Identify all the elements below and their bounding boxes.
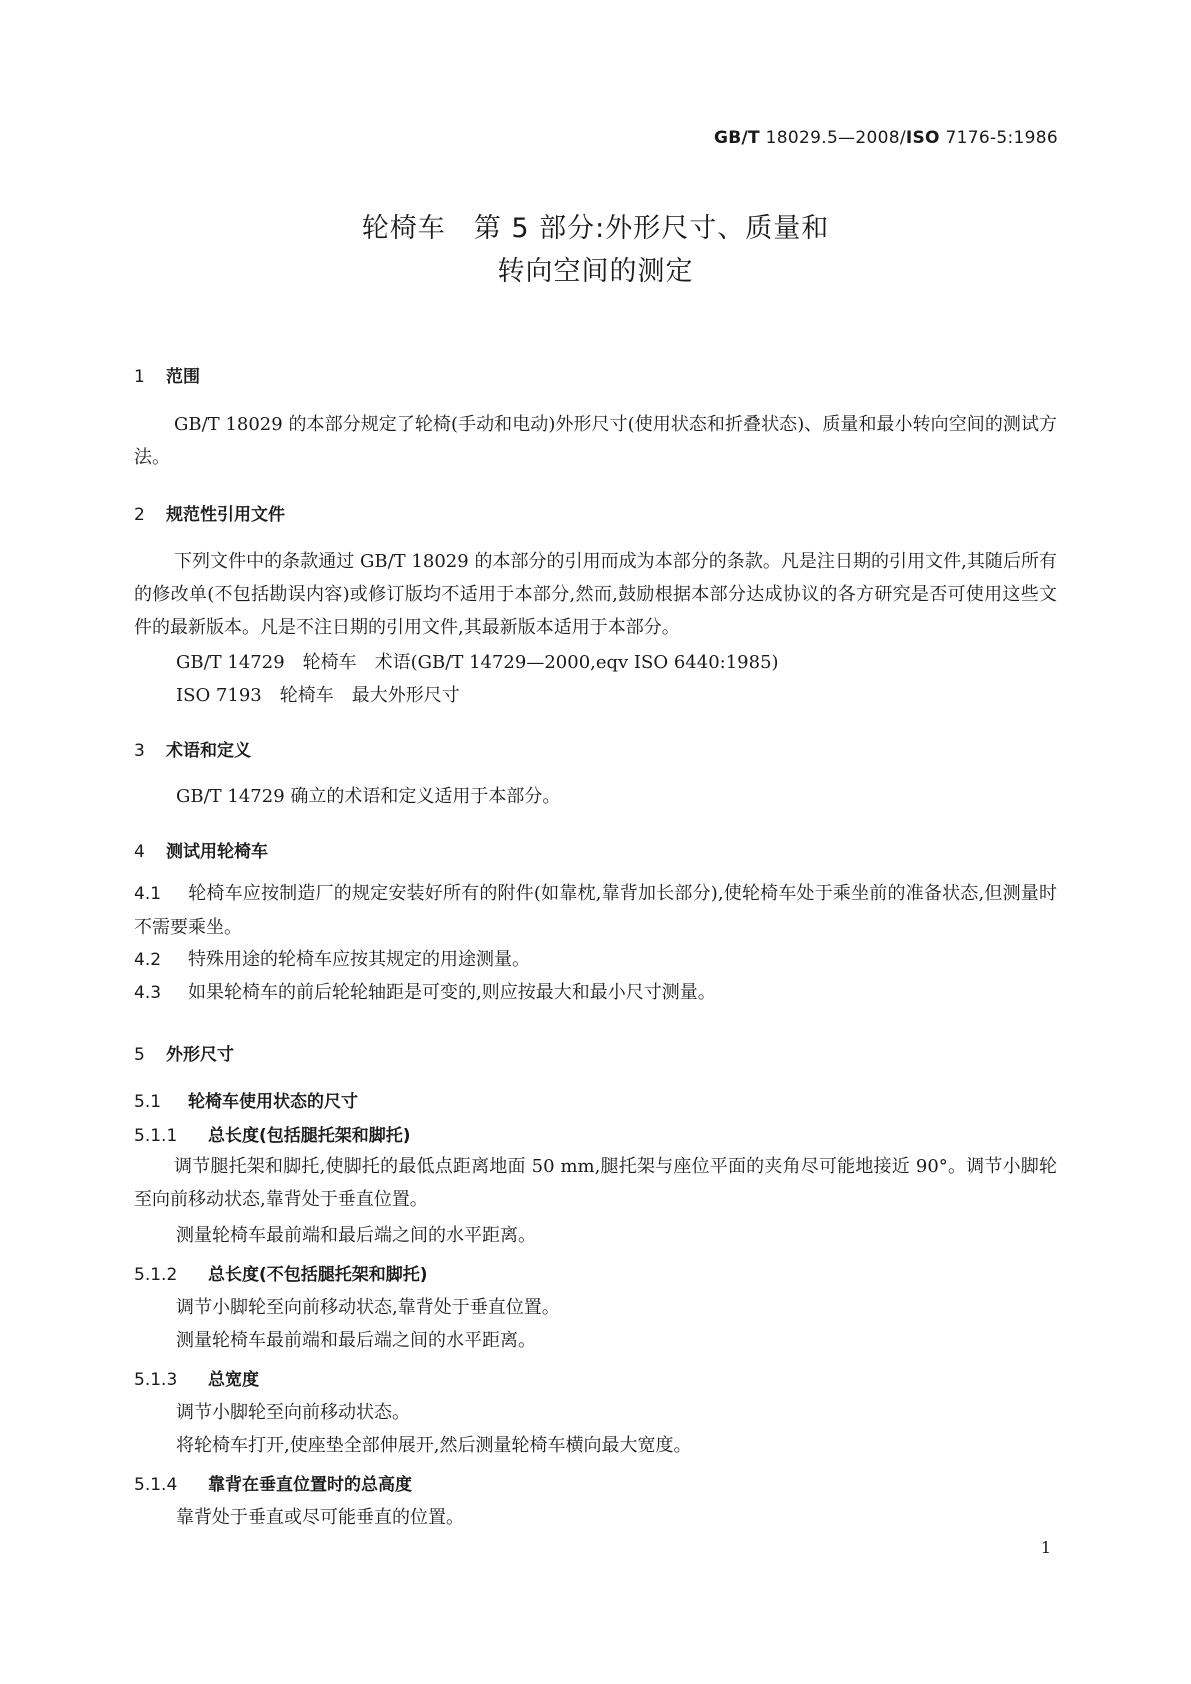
section-5-1-1-text1: 调节腿托架和脚托,使脚托的最低点距离地面 50 mm,腿托架与座位平面的夹角尽可能地接近 90°。调节小脚轮至向前移动状态,靠背处于垂直位置。 — [134, 1156, 1057, 1210]
section-5-1-1-text2: 测量轮椅车最前端和最后端之间的水平距离。 — [176, 1225, 536, 1246]
section-1-heading: 1 范围 — [134, 367, 200, 387]
document-title-line2: 转向空间的测定 — [497, 256, 694, 287]
section-5-1-2-text1: 调节小脚轮至向前移动状态,靠背处于垂直位置。 — [176, 1297, 560, 1318]
section-5-1-4-heading: 5.1.4 靠背在垂直位置时的总高度 — [134, 1475, 412, 1495]
item-4-3: 4.3 如果轮椅车的前后轮轮轴距是可变的,则应按最大和最小尺寸测量。 — [134, 982, 716, 1003]
section-4-heading: 4 测试用轮椅车 — [134, 842, 268, 862]
section-2-heading: 2 规范性引用文件 — [134, 505, 285, 525]
section-5-1-2-heading: 5.1.2 总长度(不包括腿托架和脚托) — [134, 1265, 428, 1285]
section-5-1-4-text1: 靠背处于垂直或尽可能垂直的位置。 — [176, 1507, 464, 1528]
section-3-text: GB/T 14729 确立的术语和定义适用于本部分。 — [176, 786, 561, 807]
item-4-2: 4.2 特殊用途的轮椅车应按其规定的用途测量。 — [134, 949, 530, 970]
section-5-1-3-text1: 调节小脚轮至向前移动状态。 — [176, 1402, 410, 1423]
document-title-line1: 轮椅车 第 5 部分:外形尺寸、质量和 — [361, 213, 830, 244]
section-5-1-2-text2: 测量轮椅车最前端和最后端之间的水平距离。 — [176, 1330, 536, 1351]
reference-2: ISO 7193 轮椅车 最大外形尺寸 — [176, 685, 460, 706]
section-2-text: 下列文件中的条款通过 GB/T 18029 的本部分的引用而成为本部分的条款。凡是注日期的引用文件,其随后所有的修改单(不包括勘误内容)或修订版均不适用于本部分,然而,鼓励根据本部分达成协议的各方研究是否可使用这些文件的最新版本。凡是不注日期的引用文件,其最新版本适用于本部分。 — [134, 551, 1057, 638]
section-5-1-heading: 5.1 轮椅车使用状态的尺寸 — [134, 1092, 358, 1112]
reference-1: GB/T 14729 轮椅车 术语(GB/T 14729—2000,eqv ISO 6440:1985) — [176, 652, 779, 673]
section-5-1-1-heading: 5.1.1 总长度(包括腿托架和脚托) — [134, 1126, 411, 1146]
section-5-heading: 5 外形尺寸 — [134, 1045, 234, 1065]
section-5-1-3-heading: 5.1.3 总宽度 — [134, 1370, 259, 1390]
page-number: 1 — [1040, 1538, 1051, 1557]
item-4-1: 4.1 轮椅车应按制造厂的规定安装好所有的附件(如靠枕,靠背加长部分),使轮椅车处于乘坐前的准备状态,但测量时不需要乘坐。 — [134, 883, 1057, 938]
section-1-text: GB/T 18029 的本部分规定了轮椅(手动和电动)外形尺寸(使用状态和折叠状态)、质量和最小转向空间的测试方法。 — [134, 414, 1057, 468]
standard-code: GB/T 18029.5—2008/ISO 7176-5:1986 — [714, 128, 1058, 148]
section-3-heading: 3 术语和定义 — [134, 741, 251, 761]
section-5-1-3-text2: 将轮椅车打开,使座垫全部伸展开,然后测量轮椅车横向最大宽度。 — [176, 1435, 692, 1456]
